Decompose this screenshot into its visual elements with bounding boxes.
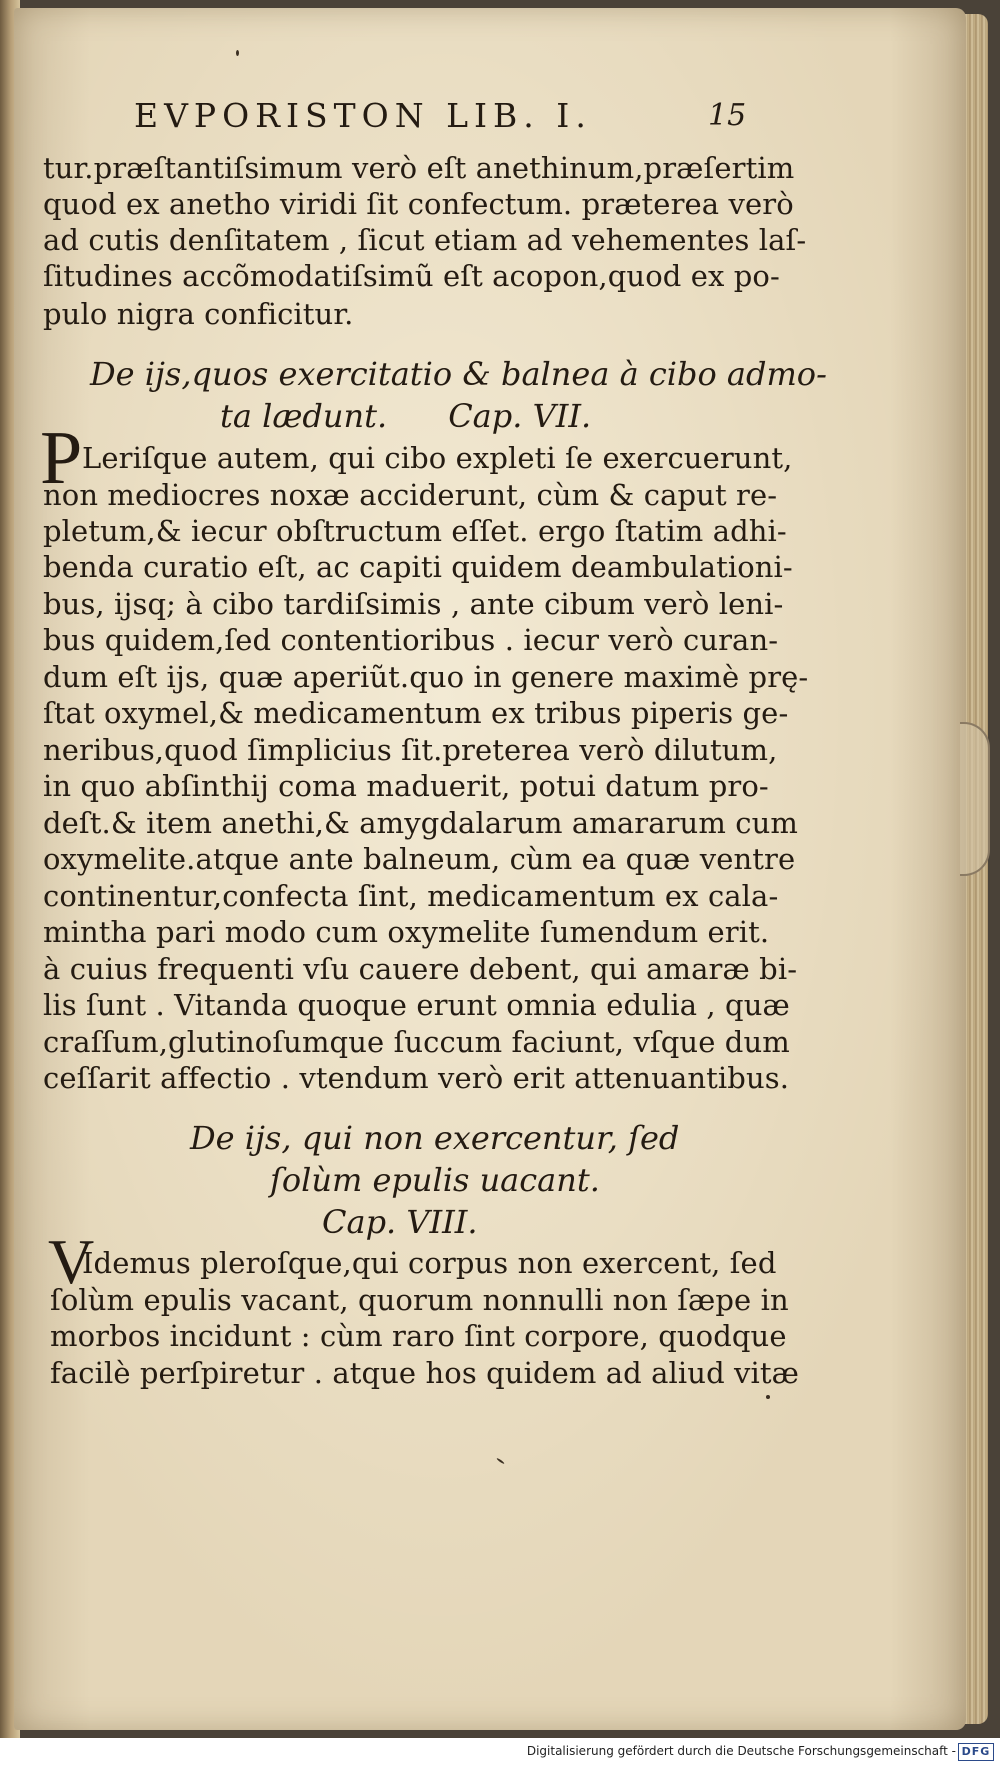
text-line: mintha pari modo cum oxymelite ſumendum erit. <box>43 915 770 949</box>
text-line: ſitudines accõmodatiſsimũ eſt acopon,quod ex po- <box>43 259 780 293</box>
chapter-7-heading-cont: ta lædunt. Cap. VII. <box>220 397 592 435</box>
dfg-logo: DFG <box>958 1743 994 1761</box>
text-line: lis ſunt . Vitanda quoque erunt omnia edulia , quæ <box>43 988 790 1022</box>
text-line: non mediocres noxæ acciderunt, cùm & caput re- <box>43 478 778 512</box>
digitization-credit: Digitalisierung gefördert durch die Deutsche Forschungsgemeinschaft - <box>526 1744 956 1758</box>
chapter-8-number: Cap. VIII. <box>322 1203 478 1241</box>
ink-speck <box>236 50 239 56</box>
chapter-8-heading: De ijs, qui non exercentur, ſed <box>190 1119 680 1157</box>
text-line: dum eſt ijs, quæ aperiũt.quo in genere maximè prę- <box>43 660 809 694</box>
chapter-8-heading-cont: ſolùm epulis uacant. <box>270 1161 600 1199</box>
book-tab-marker <box>960 722 990 876</box>
text-line: tur.præſtantiſsimum verò eſt anethinum,præſertim <box>43 151 795 185</box>
text-line: pulo nigra conficitur. <box>43 297 354 331</box>
text-line: in quo abſinthij coma maduerit, potui datum pro- <box>43 769 769 803</box>
running-head: EVPORISTON LIB. I. <box>134 96 592 135</box>
text-line: benda curatio eſt, ac capiti quidem deambulationi- <box>43 550 793 584</box>
chapter-7-heading: De ijs,quos exercitatio & balnea à cibo admo- <box>90 355 827 393</box>
text-line: neribus,quod ſimplicius ſit.preterea verò dilutum, <box>43 733 778 767</box>
text-line: deſt.& item anethi,& amygdalarum amararum cum <box>43 806 798 840</box>
page-number: 15 <box>708 98 747 133</box>
text-line: ad cutis denſitatem , ſicut etiam ad vehementes laſ- <box>43 223 807 257</box>
text-line: continentur,confecta ſint, medicamentum ex cala- <box>43 879 779 913</box>
text-line: bus, ijsq; à cibo tardiſsimis , ante cibum verò leni- <box>43 587 784 621</box>
text-line: facilè perſpiretur . atque hos quidem ad aliud vitæ <box>50 1356 800 1390</box>
text-line: oxymelite.atque ante balneum, cùm ea quæ ventre <box>43 842 796 876</box>
chapter-8-dropcap: V <box>48 1226 95 1297</box>
text-line: craſſum,glutinoſumque ſuccum faciunt, vſque dum <box>43 1025 790 1059</box>
ink-speck <box>766 1395 770 1399</box>
text-line: quod ex anetho viridi ſit confectum. præterea verò <box>43 187 794 221</box>
chapter-8-first-line: Idemus pleroſque,qui corpus non exercent, ſed <box>82 1246 777 1280</box>
text-line: ſolùm epulis vacant, quorum nonnulli non ſæpe in <box>50 1283 789 1317</box>
text-line: ceſſarit affectio . vtendum verò erit attenuantibus. <box>43 1061 790 1095</box>
text-line: bus quidem,ſed contentioribus . iecur verò curan- <box>43 623 779 657</box>
text-line: à cuius frequenti vſu cauere debent, qui amaræ bi- <box>43 952 798 986</box>
chapter-7-first-line: Leriſque autem, qui cibo expleti ſe exercuerunt, <box>82 441 793 475</box>
text-line: pletum,& iecur obſtructum eſſet. ergo ſtatim adhi- <box>43 514 787 548</box>
text-line: ſtat oxymel,& medicamentum ex tribus piperis ge- <box>43 696 789 730</box>
chapter-7-dropcap: P <box>40 416 83 500</box>
text-line: morbos incidunt : cùm raro ſint corpore, quodque <box>50 1319 787 1353</box>
